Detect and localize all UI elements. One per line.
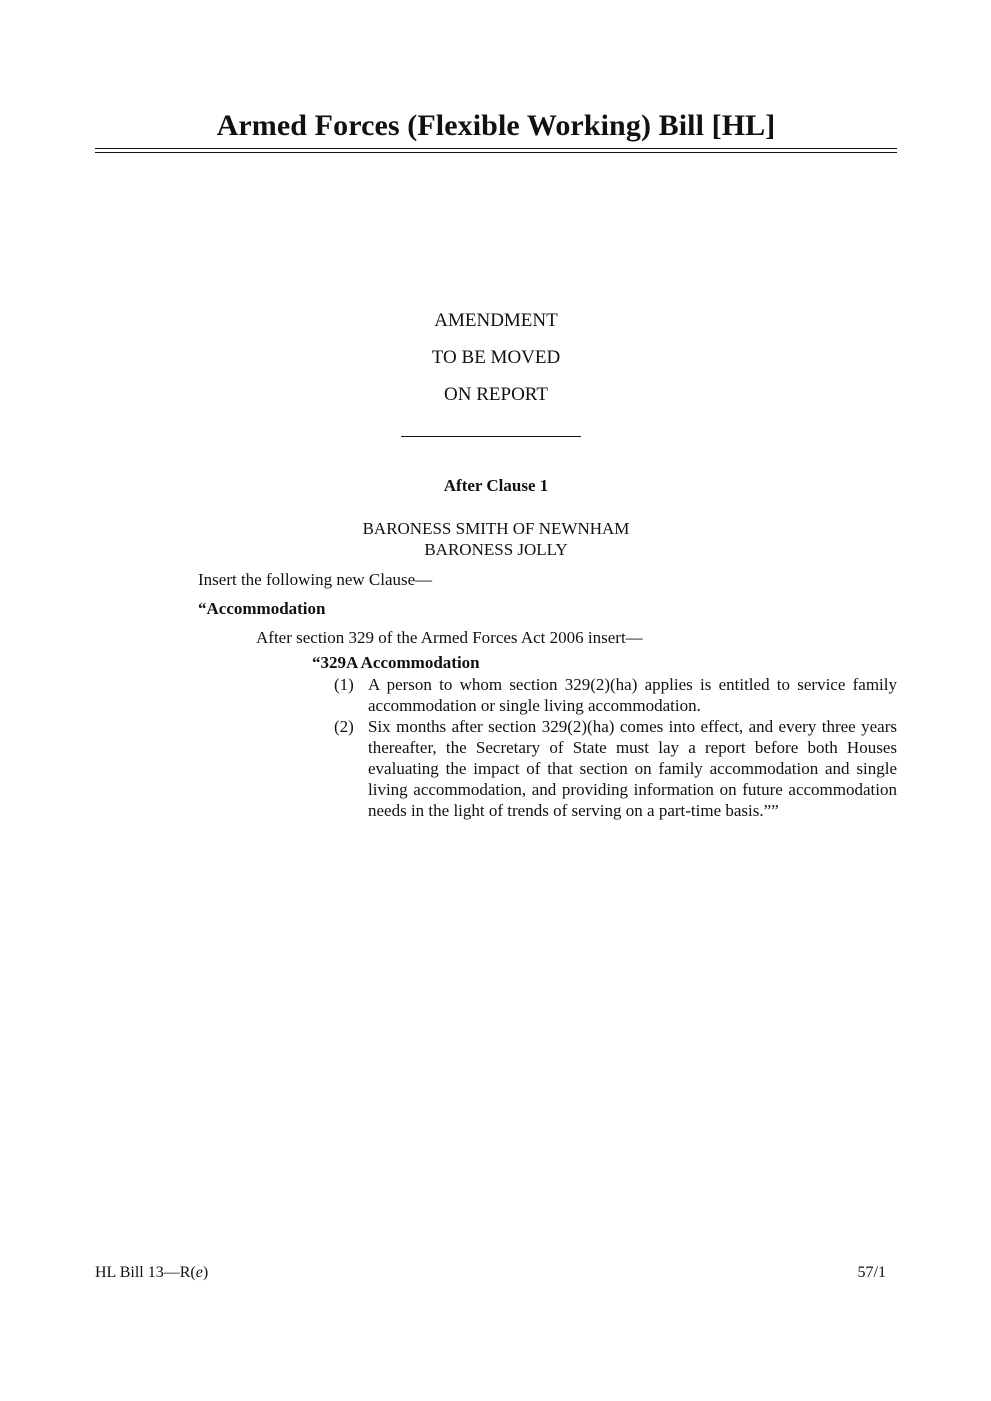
section-divider (401, 436, 581, 437)
bill-reference-suffix: ) (202, 1264, 209, 1281)
bill-reference-italic: e (195, 1264, 203, 1281)
amendment-instruction: Insert the following new Clause— (198, 570, 433, 589)
new-clause-heading: “Accommodation (198, 599, 326, 618)
heading-line-to-be-moved: TO BE MOVED (431, 347, 561, 368)
subsection-1 (330, 674, 897, 716)
bill-reference-prefix: HL Bill 13—R( (95, 1264, 196, 1281)
insert-instruction: After section 329 of the Armed Forces Act 2006 insert— (256, 628, 643, 647)
title-rule-top (95, 148, 897, 149)
heading-line-amendment: AMENDMENT (434, 310, 558, 331)
inserted-section-heading: “329A Accommodation (312, 653, 480, 672)
amendment-heading (95, 302, 897, 413)
subsection-number: (2) (334, 717, 354, 736)
after-clause-heading: After Clause 1 (443, 476, 549, 495)
subsection-text: A person to whom section 329(2)(ha) applies is entitled to service family accommodation or single living accommodation. (368, 675, 897, 715)
movers-list (95, 518, 897, 560)
page-title: Armed Forces (Flexible Working) Bill [HL] (216, 109, 776, 142)
heading-line-on-report: ON REPORT (444, 384, 548, 405)
bill-reference (95, 1263, 208, 1283)
mover-name: BARONESS SMITH OF NEWNHAM (362, 519, 630, 538)
mover-name: BARONESS JOLLY (424, 540, 568, 559)
subsection-2 (330, 716, 897, 821)
subsection-text: Six months after section 329(2)(ha) comes into effect, and every three years thereafter, the Secretary of State must lay a report before both Houses evaluating the impact of that section on family accommodation and single living accommodation, and providing information on future accommodation needs in the light of trends of serving on a part-time basis.”” (368, 717, 897, 820)
subsection-number: (1) (334, 675, 354, 694)
title-rule-bottom (95, 152, 897, 153)
amendment-number: 57/1 (857, 1264, 886, 1281)
